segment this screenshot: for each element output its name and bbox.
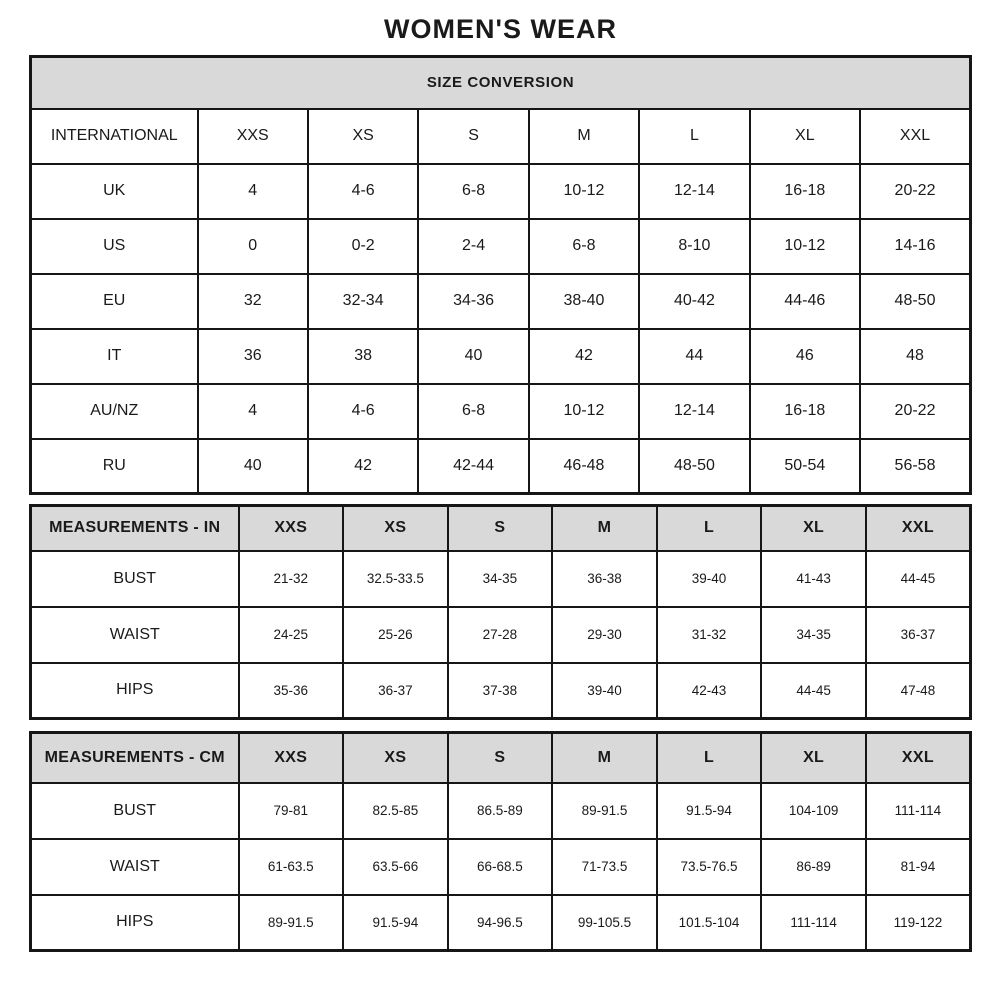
value-cell: 56-58	[860, 439, 970, 494]
value-cell: 32-34	[308, 274, 418, 329]
value-cell: 82.5-85	[343, 783, 448, 839]
value-cell: 42-44	[418, 439, 528, 494]
row-label: WAIST	[31, 839, 239, 895]
column-header: XS	[343, 506, 448, 551]
column-header: XXS	[239, 733, 344, 783]
value-cell: 27-28	[448, 607, 553, 663]
value-cell: 41-43	[761, 551, 866, 607]
table-row	[31, 329, 971, 384]
value-cell: 12-14	[639, 384, 749, 439]
value-cell: 46-48	[529, 439, 639, 494]
table-row	[31, 384, 971, 439]
value-cell: 63.5-66	[343, 839, 448, 895]
value-cell: 46	[750, 329, 860, 384]
table-row	[31, 607, 971, 663]
value-cell: 20-22	[860, 384, 970, 439]
column-header: XXL	[866, 506, 971, 551]
value-cell: 119-122	[866, 895, 971, 951]
value-cell: 6-8	[529, 219, 639, 274]
value-cell: 34-35	[761, 607, 866, 663]
column-header: M	[529, 109, 639, 164]
value-cell: 44-46	[750, 274, 860, 329]
size-conversion-table	[29, 55, 972, 495]
row-label: IT	[31, 329, 198, 384]
row-label: RU	[31, 439, 198, 494]
row-label: EU	[31, 274, 198, 329]
column-header: L	[657, 506, 762, 551]
measurements-in-header-row	[31, 506, 971, 551]
column-header: XL	[750, 109, 860, 164]
value-cell: 66-68.5	[448, 839, 553, 895]
column-header: XXL	[860, 109, 970, 164]
value-cell: 39-40	[552, 663, 657, 719]
value-cell: 73.5-76.5	[657, 839, 762, 895]
value-cell: 44-45	[866, 551, 971, 607]
table-row	[31, 783, 971, 839]
value-cell: 6-8	[418, 164, 528, 219]
value-cell: 0	[198, 219, 308, 274]
column-header: XS	[343, 733, 448, 783]
value-cell: 36-38	[552, 551, 657, 607]
value-cell: 37-38	[448, 663, 553, 719]
row-label: US	[31, 219, 198, 274]
column-header: MEASUREMENTS - IN	[31, 506, 239, 551]
value-cell: 111-114	[761, 895, 866, 951]
value-cell: 0-2	[308, 219, 418, 274]
value-cell: 91.5-94	[657, 783, 762, 839]
value-cell: 40-42	[639, 274, 749, 329]
column-header: XXS	[198, 109, 308, 164]
column-header: XL	[761, 733, 866, 783]
value-cell: 42-43	[657, 663, 762, 719]
row-label: HIPS	[31, 663, 239, 719]
value-cell: 86.5-89	[448, 783, 553, 839]
row-label: BUST	[31, 551, 239, 607]
table-row	[31, 895, 971, 951]
size-conversion-header-row	[31, 109, 971, 164]
table-row	[31, 439, 971, 494]
value-cell: 12-14	[639, 164, 749, 219]
value-cell: 48-50	[639, 439, 749, 494]
column-header: S	[418, 109, 528, 164]
value-cell: 16-18	[750, 384, 860, 439]
column-header: L	[639, 109, 749, 164]
measurements-cm-header-row	[31, 733, 971, 783]
value-cell: 38-40	[529, 274, 639, 329]
row-label: AU/NZ	[31, 384, 198, 439]
value-cell: 29-30	[552, 607, 657, 663]
value-cell: 101.5-104	[657, 895, 762, 951]
value-cell: 36-37	[343, 663, 448, 719]
value-cell: 111-114	[866, 783, 971, 839]
value-cell: 10-12	[750, 219, 860, 274]
value-cell: 40	[418, 329, 528, 384]
value-cell: 44	[639, 329, 749, 384]
column-header: M	[552, 733, 657, 783]
column-header: XXL	[866, 733, 971, 783]
size-conversion-banner-row	[31, 57, 971, 109]
column-header: XL	[761, 506, 866, 551]
column-header: M	[552, 506, 657, 551]
table-row	[31, 839, 971, 895]
value-cell: 86-89	[761, 839, 866, 895]
value-cell: 4-6	[308, 384, 418, 439]
value-cell: 4	[198, 164, 308, 219]
value-cell: 79-81	[239, 783, 344, 839]
value-cell: 36-37	[866, 607, 971, 663]
value-cell: 38	[308, 329, 418, 384]
value-cell: 40	[198, 439, 308, 494]
value-cell: 10-12	[529, 164, 639, 219]
value-cell: 48	[860, 329, 970, 384]
value-cell: 10-12	[529, 384, 639, 439]
value-cell: 14-16	[860, 219, 970, 274]
value-cell: 61-63.5	[239, 839, 344, 895]
table-row	[31, 551, 971, 607]
value-cell: 21-32	[239, 551, 344, 607]
value-cell: 35-36	[239, 663, 344, 719]
value-cell: 44-45	[761, 663, 866, 719]
value-cell: 4	[198, 384, 308, 439]
row-label: HIPS	[31, 895, 239, 951]
row-label: UK	[31, 164, 198, 219]
column-header: XXS	[239, 506, 344, 551]
value-cell: 47-48	[866, 663, 971, 719]
value-cell: 104-109	[761, 783, 866, 839]
page-title: WOMEN'S WEAR	[384, 14, 617, 44]
size-conversion-title: SIZE CONVERSION	[31, 57, 971, 109]
value-cell: 31-32	[657, 607, 762, 663]
value-cell: 36	[198, 329, 308, 384]
value-cell: 16-18	[750, 164, 860, 219]
value-cell: 8-10	[639, 219, 749, 274]
value-cell: 99-105.5	[552, 895, 657, 951]
value-cell: 81-94	[866, 839, 971, 895]
table-row	[31, 164, 971, 219]
table-row	[31, 274, 971, 329]
value-cell: 20-22	[860, 164, 970, 219]
column-header: MEASUREMENTS - CM	[31, 733, 239, 783]
value-cell: 6-8	[418, 384, 528, 439]
column-header: S	[448, 733, 553, 783]
table-row	[31, 663, 971, 719]
value-cell: 48-50	[860, 274, 970, 329]
value-cell: 34-36	[418, 274, 528, 329]
value-cell: 2-4	[418, 219, 528, 274]
value-cell: 34-35	[448, 551, 553, 607]
table-row	[31, 219, 971, 274]
column-header: S	[448, 506, 553, 551]
measurements-cm-table	[29, 731, 972, 952]
value-cell: 42	[308, 439, 418, 494]
value-cell: 42	[529, 329, 639, 384]
value-cell: 4-6	[308, 164, 418, 219]
value-cell: 25-26	[343, 607, 448, 663]
value-cell: 71-73.5	[552, 839, 657, 895]
value-cell: 24-25	[239, 607, 344, 663]
row-label: BUST	[31, 783, 239, 839]
column-header: L	[657, 733, 762, 783]
value-cell: 89-91.5	[552, 783, 657, 839]
value-cell: 89-91.5	[239, 895, 344, 951]
column-header: INTERNATIONAL	[31, 109, 198, 164]
value-cell: 50-54	[750, 439, 860, 494]
value-cell: 91.5-94	[343, 895, 448, 951]
measurements-in-table	[29, 504, 972, 720]
value-cell: 32	[198, 274, 308, 329]
row-label: WAIST	[31, 607, 239, 663]
value-cell: 39-40	[657, 551, 762, 607]
value-cell: 94-96.5	[448, 895, 553, 951]
value-cell: 32.5-33.5	[343, 551, 448, 607]
column-header: XS	[308, 109, 418, 164]
